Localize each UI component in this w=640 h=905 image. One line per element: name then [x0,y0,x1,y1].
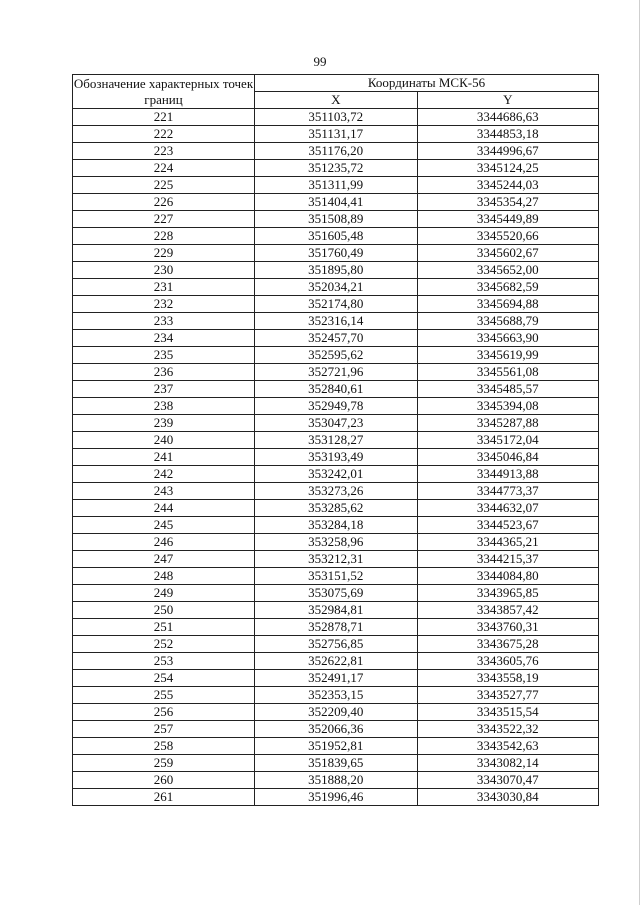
x-coordinate-cell: 353258,96 [255,534,418,551]
point-number-cell: 260 [73,772,255,789]
table-row [73,449,599,466]
table-row [73,381,599,398]
point-number-cell: 230 [73,262,255,279]
x-coordinate-cell: 353047,23 [255,415,418,432]
x-coordinate-cell: 352066,36 [255,721,418,738]
point-number-cell: 246 [73,534,255,551]
point-number-cell: 239 [73,415,255,432]
point-number-cell: 221 [73,109,255,126]
table-row [73,109,599,126]
y-coordinate-cell: 3345287,88 [417,415,598,432]
point-number-cell: 257 [73,721,255,738]
point-number-cell: 238 [73,398,255,415]
y-coordinate-cell: 3345172,04 [417,432,598,449]
y-coordinate-cell: 3343030,84 [417,789,598,806]
y-coordinate-cell: 3345485,57 [417,381,598,398]
y-coordinate-cell: 3345244,03 [417,177,598,194]
x-coordinate-cell: 353193,49 [255,449,418,466]
point-number-cell: 255 [73,687,255,704]
x-coordinate-cell: 351103,72 [255,109,418,126]
y-coordinate-cell: 3343082,14 [417,755,598,772]
table-row [73,364,599,381]
x-coordinate-cell: 352595,62 [255,347,418,364]
x-coordinate-cell: 352984,81 [255,602,418,619]
point-number-cell: 243 [73,483,255,500]
x-coordinate-cell: 352353,15 [255,687,418,704]
table-row [73,755,599,772]
y-coordinate-cell: 3344913,88 [417,466,598,483]
y-coordinate-cell: 3344996,67 [417,143,598,160]
point-number-cell: 233 [73,313,255,330]
table-row [73,517,599,534]
y-coordinate-cell: 3345682,59 [417,279,598,296]
point-number-cell: 248 [73,568,255,585]
point-number-cell: 223 [73,143,255,160]
point-number-cell: 247 [73,551,255,568]
y-coordinate-cell: 3345619,99 [417,347,598,364]
x-coordinate-cell: 352949,78 [255,398,418,415]
table-row [73,738,599,755]
x-coordinate-cell: 353212,31 [255,551,418,568]
point-number-cell: 259 [73,755,255,772]
point-number-cell: 227 [73,211,255,228]
table-row [73,398,599,415]
point-number-cell: 251 [73,619,255,636]
x-coordinate-cell: 352756,85 [255,636,418,653]
y-coordinate-cell: 3345449,89 [417,211,598,228]
table-row [73,585,599,602]
point-number-cell: 236 [73,364,255,381]
y-coordinate-cell: 3343527,77 [417,687,598,704]
coordinates-table [72,74,599,806]
table-row [73,483,599,500]
table-body [73,109,599,806]
y-coordinate-cell: 3344523,67 [417,517,598,534]
table-row [73,415,599,432]
x-coordinate-cell: 353128,27 [255,432,418,449]
x-coordinate-cell: 352878,71 [255,619,418,636]
table-row [73,143,599,160]
table-row [73,262,599,279]
table-row [73,619,599,636]
x-coordinate-cell: 351760,49 [255,245,418,262]
x-coordinate-cell: 351131,17 [255,126,418,143]
y-coordinate-cell: 3345688,79 [417,313,598,330]
table-row [73,177,599,194]
table-row [73,687,599,704]
y-coordinate-cell: 3345354,27 [417,194,598,211]
x-coordinate-cell: 352622,81 [255,653,418,670]
y-coordinate-cell: 3343070,47 [417,772,598,789]
y-coordinate-cell: 3344853,18 [417,126,598,143]
y-coordinate-cell: 3345124,25 [417,160,598,177]
x-coordinate-cell: 353285,62 [255,500,418,517]
table-row [73,500,599,517]
x-coordinate-cell: 351508,89 [255,211,418,228]
table-row [73,772,599,789]
header-y: Y [417,92,598,109]
table-row [73,551,599,568]
table-row [73,653,599,670]
page-number: 99 [313,54,327,69]
y-coordinate-cell: 3345663,90 [417,330,598,347]
x-coordinate-cell: 352034,21 [255,279,418,296]
table-row [73,211,599,228]
x-coordinate-cell: 351404,41 [255,194,418,211]
table-row [73,245,599,262]
table-row [73,568,599,585]
y-coordinate-cell: 3345046,84 [417,449,598,466]
x-coordinate-cell: 352174,80 [255,296,418,313]
point-number-cell: 242 [73,466,255,483]
header-coordinates-system: Координаты МСК-56 [255,75,599,92]
x-coordinate-cell: 351605,48 [255,228,418,245]
header-point-designation: Обозначение характерных точек границ [73,75,254,107]
y-coordinate-cell: 3344686,63 [417,109,598,126]
x-coordinate-cell: 351996,46 [255,789,418,806]
table-row [73,330,599,347]
x-coordinate-cell: 351839,65 [255,755,418,772]
x-coordinate-cell: 352457,70 [255,330,418,347]
point-number-cell: 241 [73,449,255,466]
point-number-cell: 226 [73,194,255,211]
y-coordinate-cell: 3344215,37 [417,551,598,568]
x-coordinate-cell: 352721,96 [255,364,418,381]
point-number-cell: 235 [73,347,255,364]
point-number-cell: 225 [73,177,255,194]
x-coordinate-cell: 351952,81 [255,738,418,755]
y-coordinate-cell: 3344632,07 [417,500,598,517]
point-number-cell: 250 [73,602,255,619]
point-number-cell: 228 [73,228,255,245]
x-coordinate-cell: 351888,20 [255,772,418,789]
x-coordinate-cell: 352209,40 [255,704,418,721]
point-number-cell: 254 [73,670,255,687]
point-number-cell: 222 [73,126,255,143]
table-row [73,347,599,364]
table-row [73,534,599,551]
y-coordinate-cell: 3343542,63 [417,738,598,755]
x-coordinate-cell: 351235,72 [255,160,418,177]
point-number-cell: 232 [73,296,255,313]
point-number-cell: 249 [73,585,255,602]
y-coordinate-cell: 3343760,31 [417,619,598,636]
y-coordinate-cell: 3345394,08 [417,398,598,415]
y-coordinate-cell: 3345520,66 [417,228,598,245]
table-row [73,704,599,721]
point-number-cell: 229 [73,245,255,262]
table-row [73,313,599,330]
header-x: X [255,92,418,109]
point-number-cell: 224 [73,160,255,177]
table-row [73,296,599,313]
y-coordinate-cell: 3344084,80 [417,568,598,585]
table-row [73,160,599,177]
x-coordinate-cell: 351311,99 [255,177,418,194]
x-coordinate-cell: 353075,69 [255,585,418,602]
point-number-cell: 256 [73,704,255,721]
y-coordinate-cell: 3343515,54 [417,704,598,721]
y-coordinate-cell: 3345561,08 [417,364,598,381]
table-row [73,466,599,483]
table-row [73,279,599,296]
y-coordinate-cell: 3344773,37 [417,483,598,500]
table-row [73,228,599,245]
table-row [73,126,599,143]
point-number-cell: 253 [73,653,255,670]
table-row [73,432,599,449]
y-coordinate-cell: 3343522,32 [417,721,598,738]
x-coordinate-cell: 353151,52 [255,568,418,585]
x-coordinate-cell: 352840,61 [255,381,418,398]
point-number-cell: 261 [73,789,255,806]
point-number-cell: 234 [73,330,255,347]
y-coordinate-cell: 3345652,00 [417,262,598,279]
y-coordinate-cell: 3343605,76 [417,653,598,670]
point-number-cell: 237 [73,381,255,398]
y-coordinate-cell: 3345694,88 [417,296,598,313]
point-number-cell: 244 [73,500,255,517]
table-row [73,194,599,211]
x-coordinate-cell: 353273,26 [255,483,418,500]
x-coordinate-cell: 353284,18 [255,517,418,534]
x-coordinate-cell: 351176,20 [255,143,418,160]
table-row [73,602,599,619]
x-coordinate-cell: 352316,14 [255,313,418,330]
table-row [73,670,599,687]
table-row [73,721,599,738]
point-number-cell: 240 [73,432,255,449]
point-number-cell: 245 [73,517,255,534]
x-coordinate-cell: 352491,17 [255,670,418,687]
y-coordinate-cell: 3344365,21 [417,534,598,551]
point-number-cell: 231 [73,279,255,296]
point-number-cell: 252 [73,636,255,653]
y-coordinate-cell: 3343675,28 [417,636,598,653]
table-row [73,636,599,653]
y-coordinate-cell: 3343857,42 [417,602,598,619]
y-coordinate-cell: 3343558,19 [417,670,598,687]
x-coordinate-cell: 353242,01 [255,466,418,483]
y-coordinate-cell: 3345602,67 [417,245,598,262]
point-number-cell: 258 [73,738,255,755]
table-row [73,789,599,806]
x-coordinate-cell: 351895,80 [255,262,418,279]
y-coordinate-cell: 3343965,85 [417,585,598,602]
